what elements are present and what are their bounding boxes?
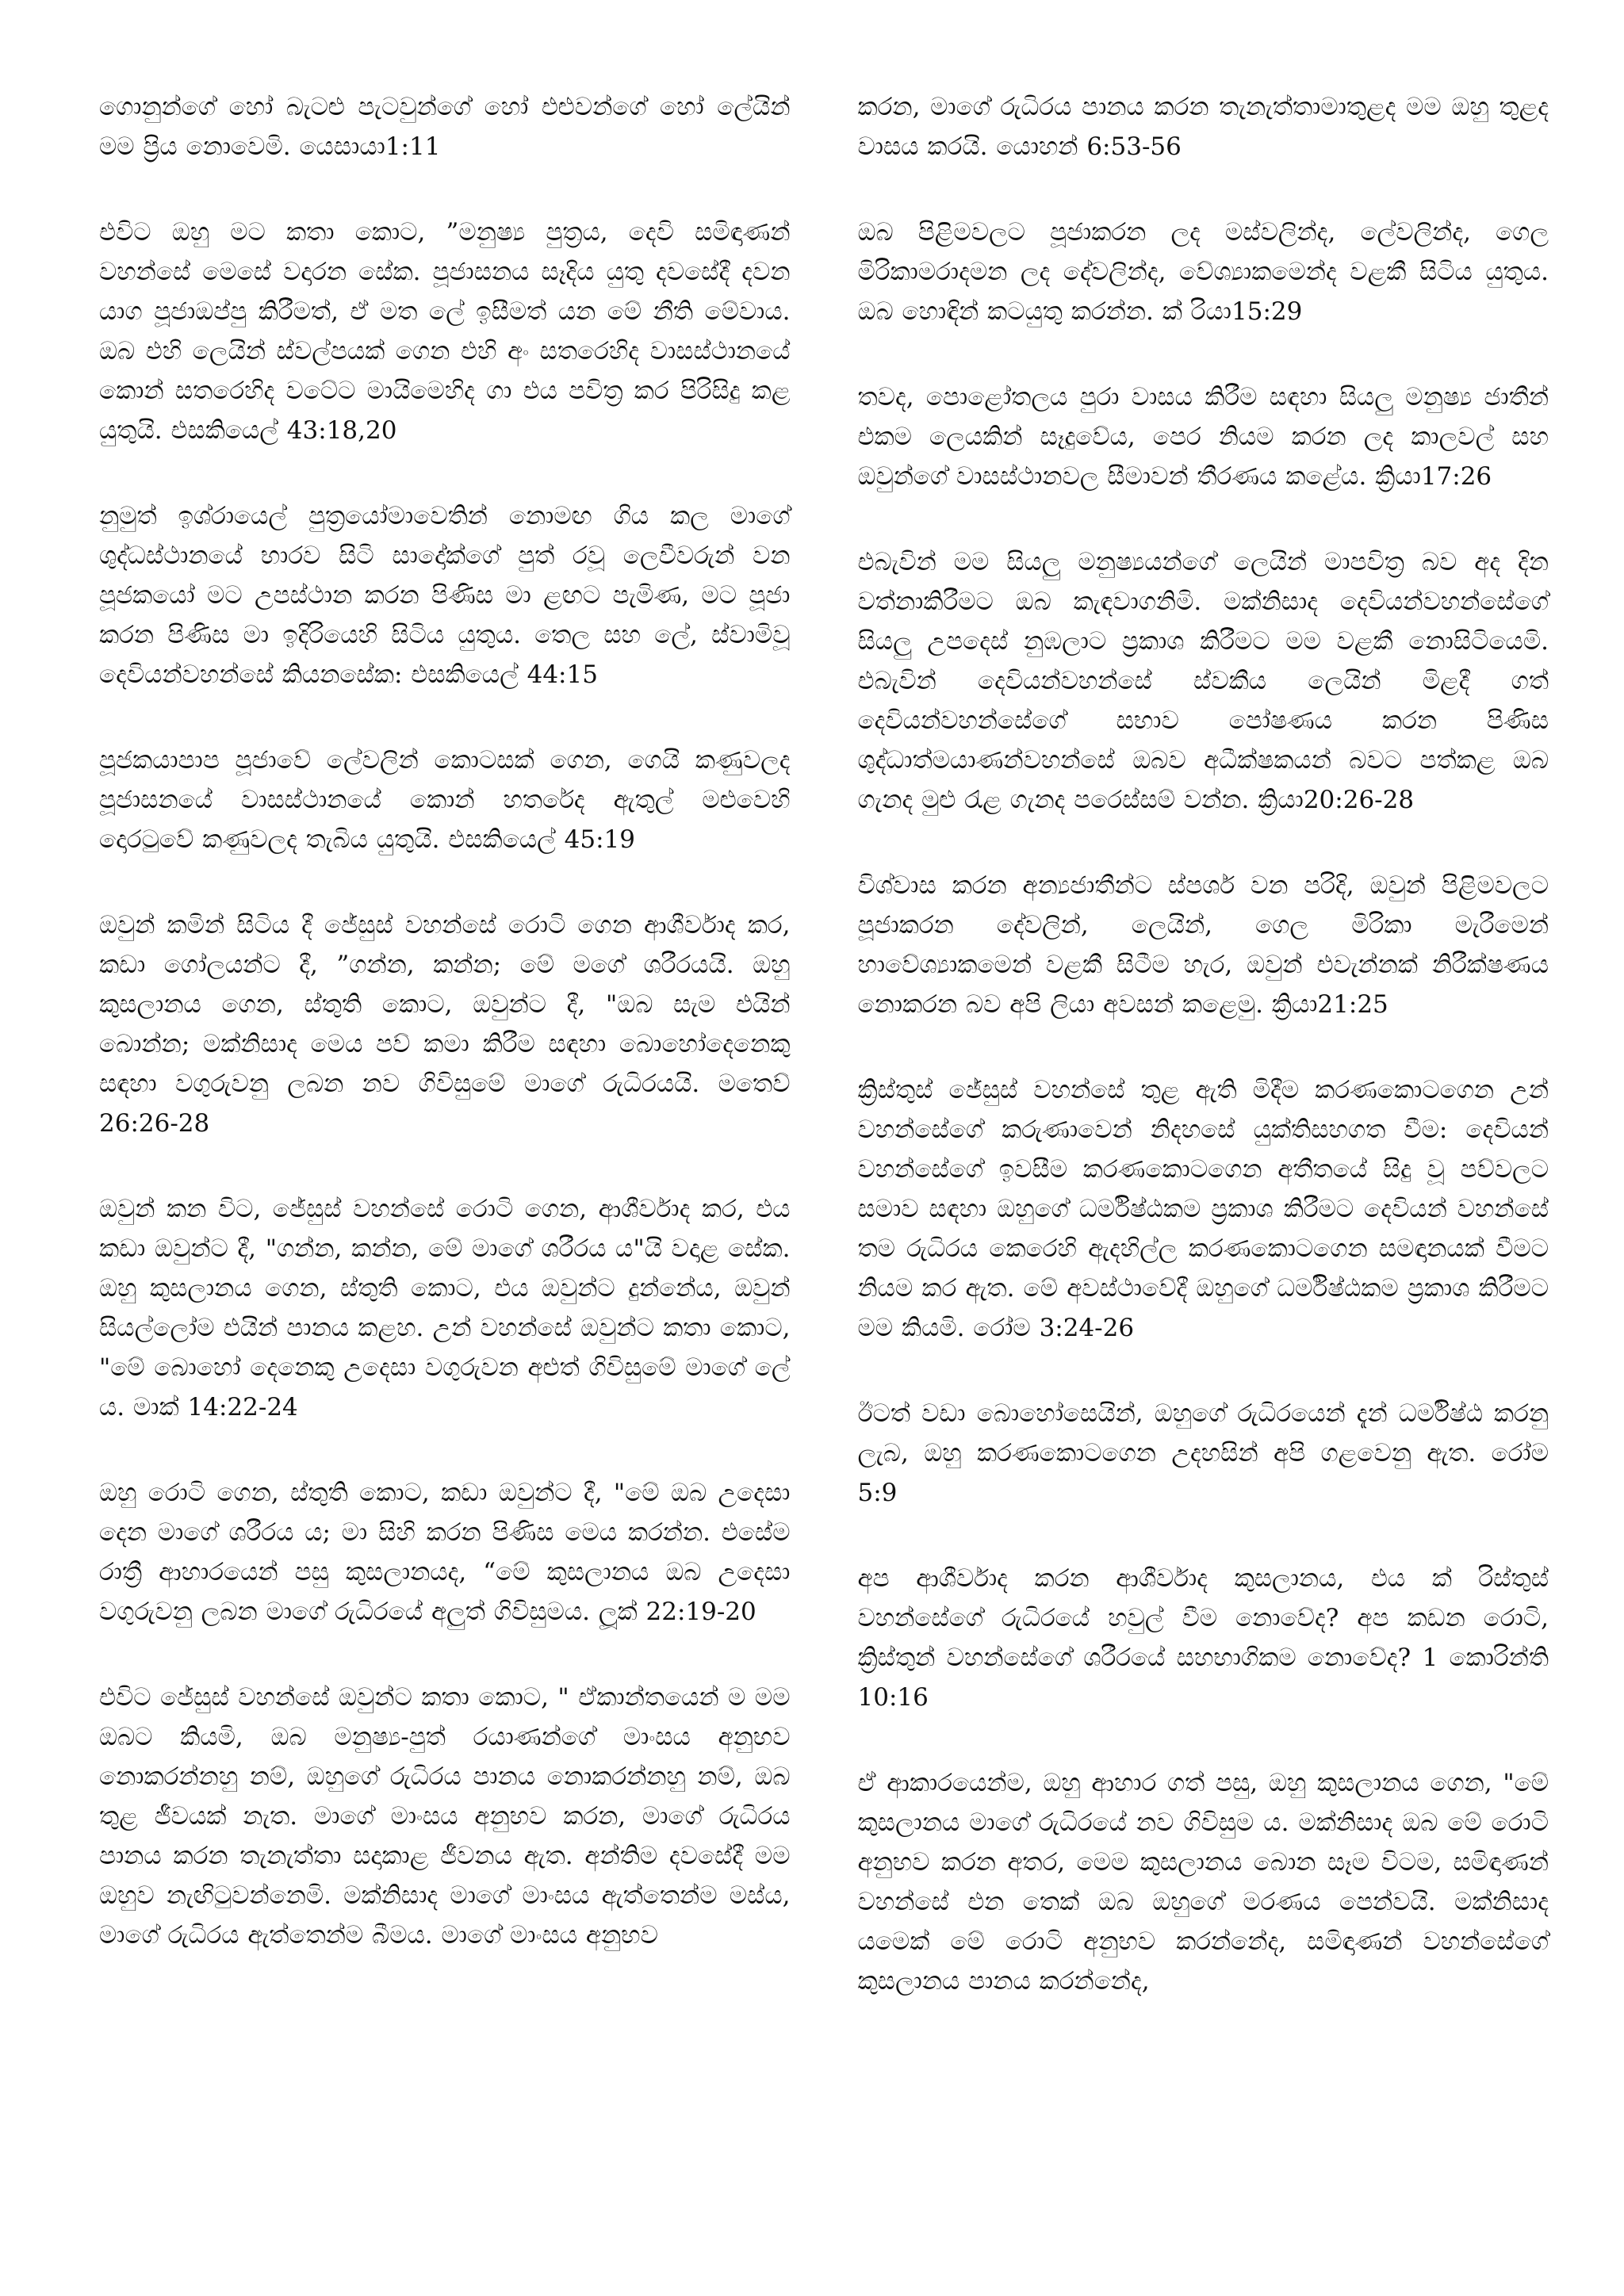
paragraph: එවිට ඔහු මට කතා කොට, ”මනුෂ්‍ය පුත්‍රය, දෙවි සමිඳාණන් වහන්සේ මෙසේ වදාරන සේක. පූජාසනය සෑදිය යුතු දවසේදී දවන යාග පූජාඔප්පු කිරීමත්, ඒ මත ලේ ඉසීමත් යන මේ නීති මේවාය. ඔබ එහි ලෙයින් ස්වල්පයක් ගෙන එහි අං සතරෙහිද වාසස්ථානයේ කොන් සතරෙහිද වටේට මායිමෙහිද ගා එය පවිත්‍ර කර පිරිසිදු කළ යුතුයි. එසකියෙල් 43:18,20 xyxy=(99,218,791,445)
paragraph: ඒ ආකාරයෙන්ම, ඔහු ආහාර ගත් පසු, ඔහු කුසලානය ගෙන, "මේ කුසලානය මාගේ රුධිරයේ නව ගිවිසුම ය. මක්නිසාද ඔබ මේ රොටි අනුභව කරන අතර, මෙම කුසලානය බොන සෑම විටම, සමිඳාණන් වහන්සේ එන තෙක් ඔබ ඔහුගේ මරණය පෙන්වයි. මක්නිසාද යමෙක් මේ රොටි අනුභව කරන්නේද, සමිඳාණන් වහන්සේගේ කුසලානය පානය කරන්නේද, xyxy=(857,1769,1549,1996)
paragraph: ක්‍රිස්තුස් ජේසුස් වහන්සේ තුළ ඇති මිදීම කරණකොටගෙන උන් වහන්සේගේ කරුණාවෙන් නිදහසේ යුක්තිසහගත වීම: දෙවියන් වහන්සේගේ ඉවසීම කරණකොටගෙන අතීතයේ සිදු වූ පව්වලට සමාව සඳහා ඔහුගේ ධර්මිෂ්ඨකම ප්‍රකාශ කිරීමට දෙවියන් වහන්සේ තම රුධිරය කෙරෙහි ඇදහිල්ල කරණකොටගෙන සමඳානයක් වීමට නියම කර ඇත. මේ අවස්ථාවේදී ඔහුගේ ධර්මිෂ්ඨකම ප්‍රකාශ කිරීමට මම කියමි. රෝම 3:24-26 xyxy=(857,1076,1549,1342)
paragraph: නුමුත් ඉශ්රායෙල් පුත්‍රයෝමාවෙතින් නොමඟ ගිය කල මාගේ ශුද්ධස්ථානයේ භාරව සිටි සාදෝක්ගේ පුත් රවූ ලෙවීවරුන් වන පූජකයෝ මට උපස්ථාන කරන පිණිස මා ළඟට පැමිණ, මට පූජා කරන පිණිස මා ඉදිරියෙහි සිටිය යුතුය. තෙල සහ ලේ, ස්වාමිවූ දෙවියන්වහන්සේ කියනසේක: එසකියෙල් 44:15 xyxy=(99,502,791,689)
paragraph: විශ්වාස කරන අන්‍යජාතීන්ට ස්පර්ශ වන පරිදි, ඔවුන් පිළිමවලට පූජාකරන දේවලින්, ලෙයින්, ගෙල මිරිකා මැරීමෙන් හාවේශ්‍යාකමෙන් වළකී සිටීම හැර, ඔවුන් එවැන්නක් නිරීක්ෂණය නොකරන බව අපි ලියා අවසන් කළෙමු. ක්‍රියා21:25 xyxy=(857,871,1549,1019)
paragraph: ඔවුන් කන විට, ජේසුස් වහන්සේ රොටි ගෙන, ආශීර්වාද කර, එය කඩා ඔවුන්ට දී, "ගන්න, කන්න, මේ මාගේ ශරීරය ය"යි වදාළ සේක. ඔහු කුසලානය ගෙන, ස්තුති කොට, එය ඔවුන්ට දුන්නේය, ඔවුන් සියල්ලෝම එයින් පානය කළහ. උන් වහන්සේ ඔවුන්ට කතා කොට, "මේ බොහෝ දෙනෙකු උදෙසා වගුරුවන අළුත් ගිවිසුමේ මාගේ ලේ ය. මාක් 14:22-24 xyxy=(99,1195,791,1422)
paragraph: අප ආශීර්වාද කරන ආශීර්වාද කුසලානය, එය ක් රිස්තුස් වහන්සේගේ රුධිරයේ හවුල් වීම නොවේද? අප කඩන රොටි, ක්‍රිස්තුන් වහන්සේගේ ශරීරයේ සහභාගිකම නොවේද? 1 කොරින්ති 10:16 xyxy=(857,1564,1549,1712)
paragraph: ඊටත් වඩා බොහෝසෙයින්, ඔහුගේ රුධිරයෙන් දැන් ධර්මිෂ්ඨ කරනු ලැබ, ඔහු කරණකොටගෙන උදහසින් අපි ගළවෙනු ඇත. රෝම 5:9 xyxy=(857,1399,1549,1507)
paragraph: කරන, මාගේ රුධිරය පානය කරන තැනැත්තාමාතුළද මම ඔහු තුළද වාසය කරයි. යොහන් 6:53-56 xyxy=(857,93,1549,161)
paragraph: ඔබ පිළිමවලට පූජාකරන ලද මස්වලින්ද, ලේවලින්ද, ගෙල මිරිකාමරාදමන ලද දේවලින්ද, වේශ්‍යාකමෙන්ද වළකී සිටිය යුතුය. ඔබ හොඳින් කටයුතු කරන්න. ක් රියා15:29 xyxy=(857,218,1549,326)
paragraph: තවද, පොළෝතලය පුරා වාසය කිරීම සඳහා සියලු මනුෂ්‍ය ජාතීන් එකම ලෙයකින් සෑදුවේය, පෙර නියම කරන ලද කාලවල් සහ ඔවුන්ගේ වාසස්ථානවල සීමාවන් තීරණය කළේය. ක්‍රියා17:26 xyxy=(857,383,1549,491)
left-column xyxy=(99,87,791,2248)
paragraph: ඔවුන් කමින් සිටිය දී ජේසුස් වහන්සේ රොටි ගෙන ආශීර්වාද කර, කඩා ගෝලයන්ට දී, ”ගන්න, කන්න; මේ මගේ ශරීරයයි. ඔහු කුසලානය ගෙන, ස්තුති කොට, ඔවුන්ට දී, "ඔබ සැම එයින් බොන්න; මක්නිසාද මෙය පව් කමා කිරීම සඳහා බොහෝදෙනෙකු සඳහා වගුරුවනු ලබන නව ගිවිසුමේ මාගේ රුධිරයයි. මතෙව් 26:26-28 xyxy=(99,911,791,1138)
right-column xyxy=(858,87,1549,2248)
paragraph: පූජකයාපාප පූජාවේ ලේවලින් කොටසක් ගෙන, ගෙයි කණුවලද පූජාසනයේ වාසස්ථානයේ කොන් හතරේද ඇතුල් මළුවෙහි දොරටුවේ කණුවලද තැබිය යුතුයි. එසකියෙල් 45:19 xyxy=(99,746,791,854)
paragraph: එබැවින් මම සියලු මනුෂ්‍යයන්ගේ ලෙයින් මාපවිත්‍ර බව අද දින වත්නාකිරීමට ඔබ කැඳවාගනිමි. මක්නිසාද දෙවියන්වහන්සේගේ සියලු උපදෙස් නුඹලාට ප්‍රකාශ කිරීමට මම වළකී නොසිටියෙමි. එබැවින් දෙවියන්වහන්සේ ස්වකීය ලෙයින් මිළදී ගත් දෙවියන්වහන්සේගේ සභාව පෝෂණය කරන පිණිස ශුද්ධාත්මයාණන්වහන්සේ ඔබව අධීක්ෂකයන් බවට පත්කළ ඔබ ගැනද මුළු රැළ ගැනද පරෙස්සම් වන්න. ක්‍රියා20:26-28 xyxy=(857,548,1549,814)
paragraph: ඔහු රොටි ගෙන, ස්තුති කොට, කඩා ඔවුන්ට දී, "මේ ඔබ උදෙසා දෙන මාගේ ශරීරය ය; මා සිහි කරන පිණිස මෙය කරන්න. එසේම රාත්‍රී ආහාරයෙන් පසු කුසලානයද, “මේ කුසලානය ඔබ උදෙසා වගුරුවනු ලබන මාගේ රුධිරයේ අලුත් ගිවිසුමය. ලූක් 22:19-20 xyxy=(99,1479,791,1626)
paragraph: ගොනුන්ගේ හෝ බැටළු පැටවුන්ගේ හෝ එළුවන්ගේ හෝ ලේයින් මම ප්‍රිය නොවෙමි. යෙසායා1:11 xyxy=(99,93,791,161)
paragraph: එවිට ජේසුස් වහන්සේ ඔවුන්ට කතා කොට, " ඒකාන්තයෙන් ම මම ඔබට කියමි, ඔබ මනුෂ්‍ය-පුත් රයාණන්ගේ මාංසය අනුභව නොකරන්නහු නම්, ඔහුගේ රුධිරය පානය නොකරන්නහු නම්, ඔබ තුළ ජීවයක් නැත. මාගේ මාංසය අනුභව කරන, මාගේ රුධිරය පානය කරන තැනැත්තා සදාකාළ ජීවනය ඇත. අන්තිම දවසේදී මම ඔහුව නැඟිටුවන්නෙමි. මක්නිසාද මාගේ මාංසය ඇත්තෙන්ම මස්ය, මාගේ රුධිරය ඇත්තෙන්ම බීමය. මාගේ මාංසය අනුභව xyxy=(99,1683,791,1950)
